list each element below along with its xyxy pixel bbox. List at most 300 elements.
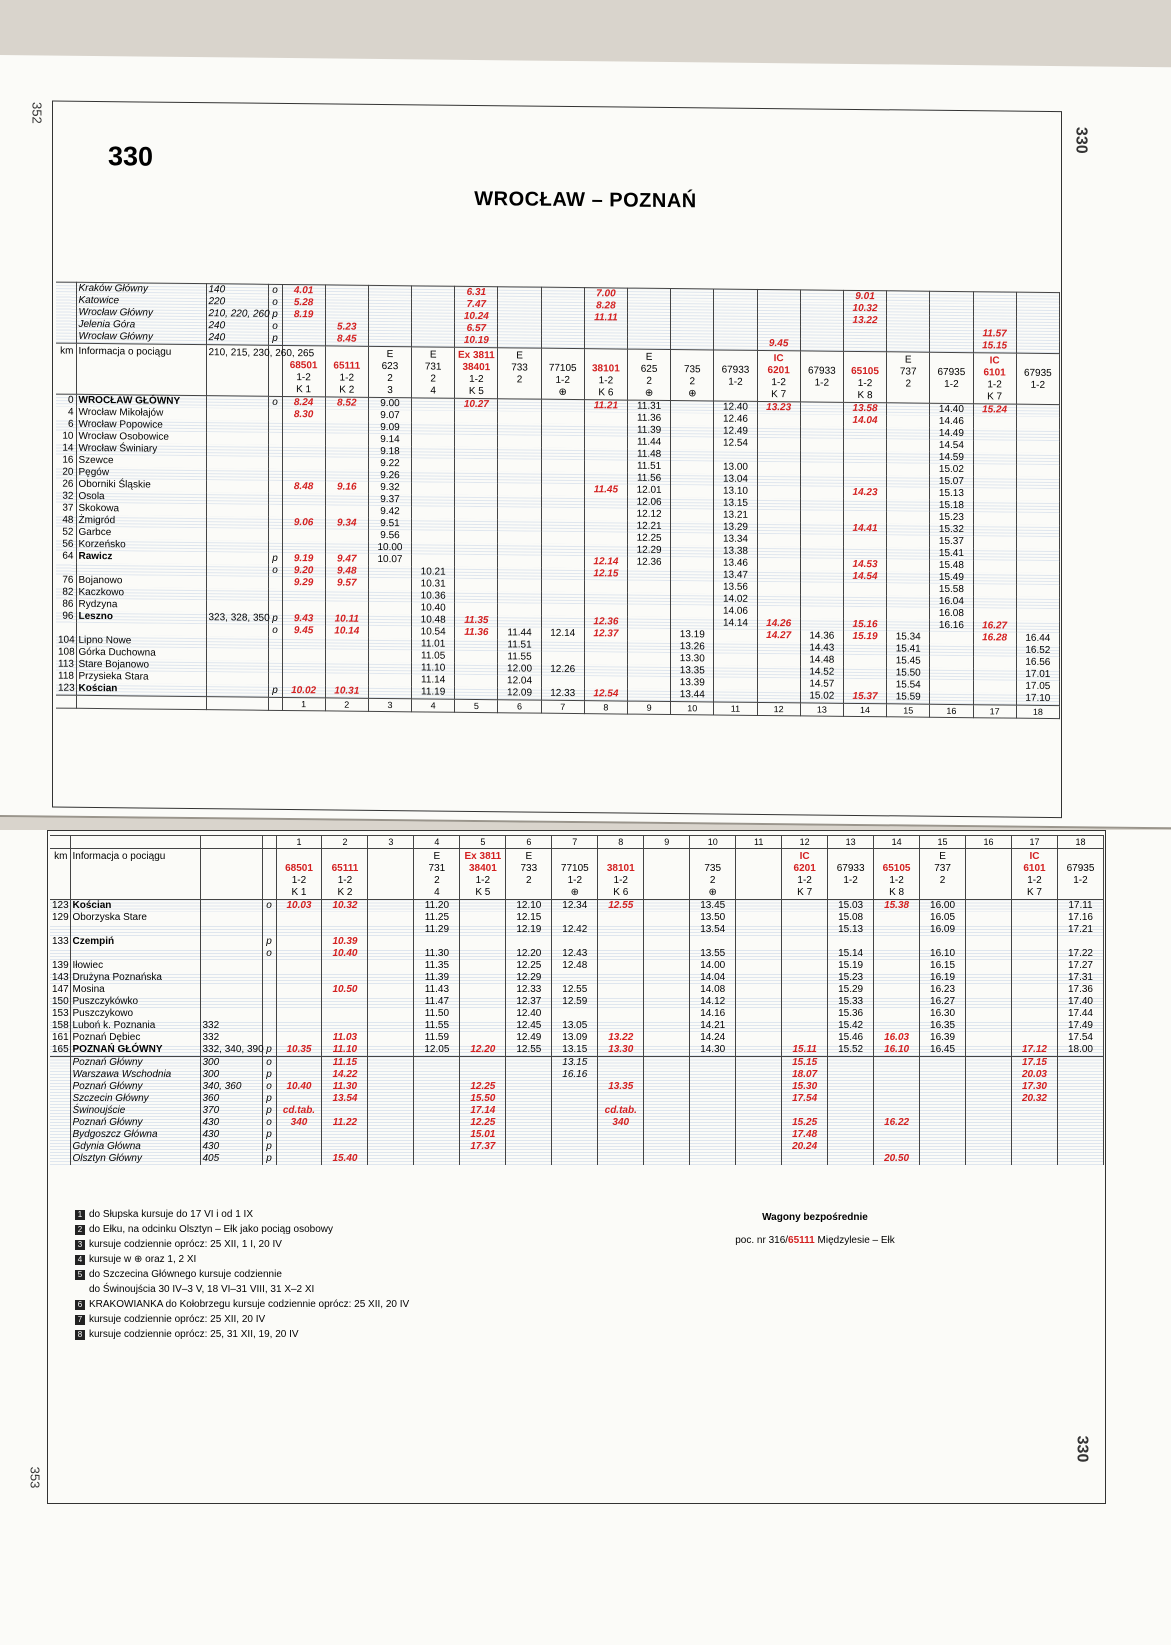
time-cell: 13.04: [714, 473, 757, 485]
time-cell: [644, 984, 690, 996]
time-cell: 15.37: [843, 691, 886, 704]
train-header: [368, 849, 414, 900]
time-cell: [1016, 429, 1059, 441]
train-class: 1-2: [1073, 875, 1088, 886]
train-header-row: [50, 849, 1104, 900]
column-number: 1: [282, 697, 325, 710]
time-cell: [455, 603, 498, 615]
arr-dep-marker: [268, 445, 282, 457]
time-cell: [325, 673, 368, 685]
time-cell: [671, 581, 714, 593]
time-cell: [498, 287, 541, 300]
train-number: 737: [934, 863, 951, 874]
time-cell: [412, 286, 455, 299]
time-cell: [887, 475, 930, 487]
time-cell: [671, 593, 714, 605]
time-cell: cd.tab.: [276, 1105, 322, 1117]
time-cell: [828, 1141, 874, 1153]
km-cell: 86: [56, 599, 76, 611]
train-header: [920, 849, 966, 900]
train-category: [830, 851, 871, 863]
time-cell: [930, 316, 973, 328]
time-cell: 17.01: [1016, 669, 1059, 681]
table-ref: [206, 600, 268, 613]
time-cell: [874, 972, 920, 984]
time-cell: [757, 462, 800, 474]
time-cell: [282, 529, 325, 541]
station-row: [50, 984, 1104, 996]
station-name: Luboń k. Poznania: [70, 1020, 200, 1032]
info-label: Informacja o pociągu: [76, 343, 206, 395]
time-cell: [628, 629, 671, 641]
time-cell: 17.37: [460, 1141, 506, 1153]
time-cell: [368, 322, 411, 334]
time-cell: [843, 643, 886, 655]
time-cell: [757, 314, 800, 326]
time-cell: [887, 327, 930, 339]
time-cell: [800, 498, 843, 510]
time-cell: 17.30: [1012, 1081, 1058, 1093]
time-cell: [414, 1141, 460, 1153]
time-cell: 13.30: [598, 1044, 644, 1057]
time-cell: [714, 289, 757, 302]
train-category: [600, 851, 641, 863]
time-cell: [973, 416, 1016, 428]
time-cell: [584, 664, 627, 676]
footnote-marker: 8: [75, 1330, 85, 1340]
time-cell: 6.57: [455, 323, 498, 335]
time-cell: [322, 1129, 368, 1141]
arr-dep-marker: o: [268, 396, 282, 409]
time-cell: [498, 335, 541, 348]
time-cell: 9.51: [368, 518, 411, 530]
time-cell: 10.48: [412, 614, 455, 626]
time-cell: [325, 493, 368, 505]
time-cell: 11.36: [628, 413, 671, 425]
time-cell: 11.47: [414, 996, 460, 1008]
time-cell: [920, 1153, 966, 1165]
time-cell: 15.33: [828, 996, 874, 1008]
table-ref: [200, 936, 262, 948]
time-cell: 13.54: [690, 924, 736, 936]
time-cell: 12.25: [460, 1081, 506, 1093]
time-cell: [498, 615, 541, 627]
train-number: 67935: [937, 366, 966, 379]
time-cell: [671, 545, 714, 557]
station-row: [50, 996, 1104, 1008]
column-number: 14: [843, 703, 886, 716]
time-cell: 10.36: [412, 590, 455, 602]
time-cell: [644, 1153, 690, 1165]
table-ref: [206, 576, 268, 589]
time-cell: 16.10: [874, 1044, 920, 1057]
time-cell: [455, 507, 498, 519]
train-class: 1-2: [555, 374, 570, 386]
time-cell: [368, 674, 411, 686]
spacer: [268, 697, 282, 710]
time-cell: 15.52: [828, 1044, 874, 1057]
km-cell: [50, 1105, 70, 1117]
train-class: 1-2: [857, 377, 873, 390]
column-number: 4: [412, 699, 455, 712]
page-number-left: 352: [29, 101, 45, 124]
time-cell: 11.39: [414, 972, 460, 984]
time-cell: [541, 460, 584, 472]
time-cell: [282, 469, 325, 481]
time-cell: 17.54: [782, 1093, 828, 1105]
time-cell: 9.16: [325, 481, 368, 493]
station-row: [50, 1044, 1104, 1057]
time-cell: [714, 313, 757, 325]
time-cell: [930, 668, 973, 680]
table-ref: [200, 960, 262, 972]
footnote-text: do Szczecina Głównego kursuje codziennie: [89, 1269, 282, 1280]
time-cell: 13.00: [714, 461, 757, 473]
time-cell: 15.23: [828, 972, 874, 984]
train-class: 2: [387, 373, 393, 385]
time-cell: [800, 450, 843, 462]
time-cell: [455, 483, 498, 495]
train-class: 1-2: [728, 376, 743, 388]
station-name: Górka Duchowna: [76, 647, 206, 660]
arr-dep-marker: p: [262, 1141, 276, 1153]
time-cell: [1012, 948, 1058, 960]
time-cell: [966, 1069, 1012, 1081]
arr-dep-marker: [268, 529, 282, 541]
station-name: Szczecin Główny: [70, 1093, 200, 1105]
time-cell: 11.57: [973, 328, 1016, 340]
time-cell: [843, 655, 886, 667]
time-cell: [368, 650, 411, 662]
time-cell: 16.08: [930, 608, 973, 620]
connection-row: [50, 1081, 1104, 1093]
time-cell: 12.48: [552, 960, 598, 972]
arr-dep-marker: p: [262, 1093, 276, 1105]
time-cell: 14.00: [690, 960, 736, 972]
time-cell: [455, 543, 498, 555]
arr-dep-marker: o: [268, 297, 282, 309]
time-cell: [368, 1069, 414, 1081]
arr-dep-marker: [268, 577, 282, 589]
footnotes: [75, 1207, 409, 1342]
train-header: [598, 849, 644, 900]
table-ref: 140: [206, 284, 268, 297]
train-number: 65111: [331, 863, 359, 874]
time-cell: [887, 427, 930, 439]
km-cell: 123: [52, 900, 69, 911]
time-cell: 14.43: [800, 642, 843, 654]
train-number: 623: [381, 360, 399, 373]
train-note: K 8: [857, 389, 873, 402]
time-cell: 16.15: [920, 960, 966, 972]
time-cell: [552, 972, 598, 984]
time-cell: 10.40: [322, 948, 368, 960]
time-cell: [973, 656, 1016, 668]
train-header: [368, 346, 411, 397]
through-coaches-title: Wagony bezpośrednie: [762, 1212, 868, 1223]
time-cell: 13.46: [714, 557, 757, 569]
station-name: Kościan: [70, 900, 200, 913]
train-class: 1-2: [797, 875, 812, 886]
time-cell: [598, 1129, 644, 1141]
time-cell: [690, 1129, 736, 1141]
time-cell: [584, 496, 627, 508]
time-cell: 20.24: [782, 1141, 828, 1153]
time-cell: 12.45: [506, 1020, 552, 1032]
station-row: [50, 972, 1104, 984]
train-category: [1060, 851, 1101, 863]
time-cell: 14.40: [930, 403, 973, 416]
through-coaches-train: 65111: [788, 1235, 815, 1246]
arr-dep-marker: [268, 673, 282, 685]
station-name: Poznań Główny: [70, 1081, 200, 1093]
time-cell: [714, 301, 757, 313]
time-cell: [584, 324, 627, 336]
train-note: [889, 390, 927, 402]
time-cell: 18.00: [1057, 1044, 1103, 1057]
time-cell: [800, 534, 843, 546]
time-cell: [828, 1129, 874, 1141]
time-cell: [598, 924, 644, 936]
time-cell: 13.26: [671, 641, 714, 653]
time-cell: 12.54: [714, 437, 757, 449]
time-cell: [325, 297, 368, 309]
time-cell: [714, 337, 757, 350]
train-class: 2: [434, 875, 440, 886]
time-cell: [1012, 1032, 1058, 1044]
time-cell: [887, 583, 930, 595]
column-number: 2: [325, 698, 368, 711]
time-cell: 12.55: [552, 984, 598, 996]
time-cell: 12.37: [506, 996, 552, 1008]
spacer: [50, 836, 70, 849]
time-cell: 12.15: [584, 568, 627, 580]
time-cell: [455, 519, 498, 531]
time-cell: 14.23: [843, 487, 886, 499]
time-cell: [460, 924, 506, 936]
time-cell: [671, 413, 714, 425]
time-cell: cd.tab.: [598, 1105, 644, 1117]
time-cell: 10.03: [276, 900, 322, 913]
time-cell: [843, 451, 886, 463]
station-name: Mosina: [70, 984, 200, 996]
time-cell: [966, 1032, 1012, 1044]
column-number: 16: [966, 836, 1012, 849]
train-category: [279, 851, 320, 863]
time-cell: [1057, 1105, 1103, 1117]
train-note: 4: [434, 887, 440, 898]
time-cell: [887, 535, 930, 547]
train-header: [966, 849, 1012, 900]
time-cell: [966, 1008, 1012, 1020]
time-cell: 7.00: [584, 288, 627, 301]
km-cell: [50, 1069, 70, 1081]
time-cell: [782, 960, 828, 972]
time-cell: [1057, 1117, 1103, 1129]
time-cell: 15.50: [460, 1093, 506, 1105]
footnote-marker: 5: [75, 1270, 85, 1280]
km-cell: 165: [52, 1044, 69, 1055]
time-cell: [368, 996, 414, 1008]
time-cell: 13.50: [690, 912, 736, 924]
time-cell: [644, 1117, 690, 1129]
time-cell: 10.31: [325, 685, 368, 698]
time-cell: [644, 936, 690, 948]
time-cell: 9.34: [325, 517, 368, 529]
time-cell: [757, 558, 800, 570]
time-cell: [598, 1093, 644, 1105]
train-class: 1-2: [1027, 875, 1042, 886]
footnote: [75, 1282, 409, 1297]
through-coaches: [700, 1212, 930, 1246]
time-cell: 15.42: [828, 1020, 874, 1032]
time-cell: 11.39: [628, 425, 671, 437]
time-cell: 12.55: [598, 900, 644, 913]
time-cell: [920, 1069, 966, 1081]
time-cell: [828, 1081, 874, 1093]
time-cell: 11.01: [412, 638, 455, 650]
time-cell: [368, 1129, 414, 1141]
time-cell: 9.37: [368, 494, 411, 506]
arr-dep-marker: [262, 1032, 276, 1044]
time-cell: [671, 521, 714, 533]
time-cell: [498, 399, 541, 412]
time-cell: [541, 436, 584, 448]
spacer: [56, 695, 76, 708]
train-category: [968, 851, 1009, 863]
time-cell: [276, 1141, 322, 1153]
table-ref: 332, 340, 390: [200, 1044, 262, 1057]
time-cell: 17.15: [1012, 1057, 1058, 1070]
arr-dep-marker: p: [268, 613, 282, 625]
time-cell: [757, 654, 800, 666]
time-cell: [782, 1020, 828, 1032]
time-cell: 12.36: [628, 557, 671, 569]
time-cell: [828, 1153, 874, 1165]
table-ref: [200, 984, 262, 996]
time-cell: 10.40: [412, 602, 455, 614]
time-cell: [671, 533, 714, 545]
time-cell: 13.22: [598, 1032, 644, 1044]
time-cell: [1016, 525, 1059, 537]
time-cell: 18.07: [782, 1069, 828, 1081]
time-cell: [414, 1069, 460, 1081]
time-cell: 12.33: [541, 688, 584, 701]
time-cell: [506, 1105, 552, 1117]
time-cell: [368, 1057, 414, 1070]
time-cell: [584, 532, 627, 544]
time-cell: [736, 1129, 782, 1141]
time-cell: [368, 1081, 414, 1093]
time-cell: 10.21: [412, 566, 455, 578]
time-cell: 12.15: [506, 912, 552, 924]
time-cell: [414, 1105, 460, 1117]
time-cell: 13.44: [671, 689, 714, 702]
time-cell: [671, 485, 714, 497]
train-number: [738, 863, 779, 875]
km-cell: 147: [52, 984, 69, 995]
time-cell: [282, 541, 325, 553]
station-name: Kościan: [76, 683, 206, 697]
table-ref: [206, 528, 268, 541]
time-cell: 16.27: [920, 996, 966, 1008]
time-cell: 13.47: [714, 569, 757, 581]
time-cell: [800, 338, 843, 351]
connection-row: [50, 1093, 1104, 1105]
train-class: 1-2: [843, 875, 858, 886]
arr-dep-marker: [262, 1020, 276, 1032]
time-cell: [800, 438, 843, 450]
train-category: [554, 851, 595, 863]
station-name: Rawicz: [76, 551, 206, 564]
train-category: E: [645, 351, 653, 363]
time-cell: 11.51: [498, 639, 541, 651]
time-cell: [828, 1069, 874, 1081]
time-cell: 14.04: [843, 415, 886, 427]
table-ref: [206, 468, 268, 481]
time-cell: [276, 1129, 322, 1141]
arr-dep-marker: p: [262, 1153, 276, 1165]
train-category: IC: [773, 353, 784, 365]
time-cell: [498, 603, 541, 615]
arr-dep-marker: o: [262, 900, 276, 913]
time-cell: [412, 322, 455, 334]
arr-dep-marker: [268, 637, 282, 649]
time-cell: [782, 1105, 828, 1117]
time-cell: [1016, 453, 1059, 465]
time-cell: [1016, 573, 1059, 585]
time-cell: [782, 924, 828, 936]
time-cell: [1057, 1129, 1103, 1141]
time-cell: [552, 1129, 598, 1141]
time-cell: [887, 619, 930, 631]
time-cell: [887, 451, 930, 463]
time-cell: [966, 936, 1012, 948]
time-cell: 14.26: [757, 618, 800, 630]
time-cell: [368, 590, 411, 602]
time-cell: 12.21: [628, 521, 671, 533]
time-cell: [973, 428, 1016, 440]
train-category: [738, 851, 779, 863]
time-cell: [322, 996, 368, 1008]
time-cell: 10.32: [843, 303, 886, 315]
time-cell: [782, 972, 828, 984]
station-name: Skokowa: [76, 503, 206, 516]
time-cell: [800, 510, 843, 522]
station-name: Wrocław Świniary: [76, 443, 206, 456]
time-cell: [368, 1020, 414, 1032]
table-ref: 370: [200, 1105, 262, 1117]
time-cell: [874, 1081, 920, 1093]
time-cell: [598, 1141, 644, 1153]
time-cell: [498, 579, 541, 591]
station-name: Drużyna Poznańska: [70, 972, 200, 984]
time-cell: [368, 984, 414, 996]
time-cell: [966, 924, 1012, 936]
train-number: 737: [899, 366, 917, 378]
train-category: [673, 352, 711, 364]
time-cell: [843, 427, 886, 439]
km-cell: 153: [52, 1008, 69, 1019]
arr-dep-marker: [268, 469, 282, 481]
time-cell: [973, 452, 1016, 464]
time-cell: 10.11: [325, 613, 368, 625]
footnote-marker: 7: [75, 1315, 85, 1325]
time-cell: [498, 447, 541, 459]
time-cell: [782, 936, 828, 948]
time-cell: 14.08: [690, 984, 736, 996]
km-cell: [50, 1081, 70, 1093]
